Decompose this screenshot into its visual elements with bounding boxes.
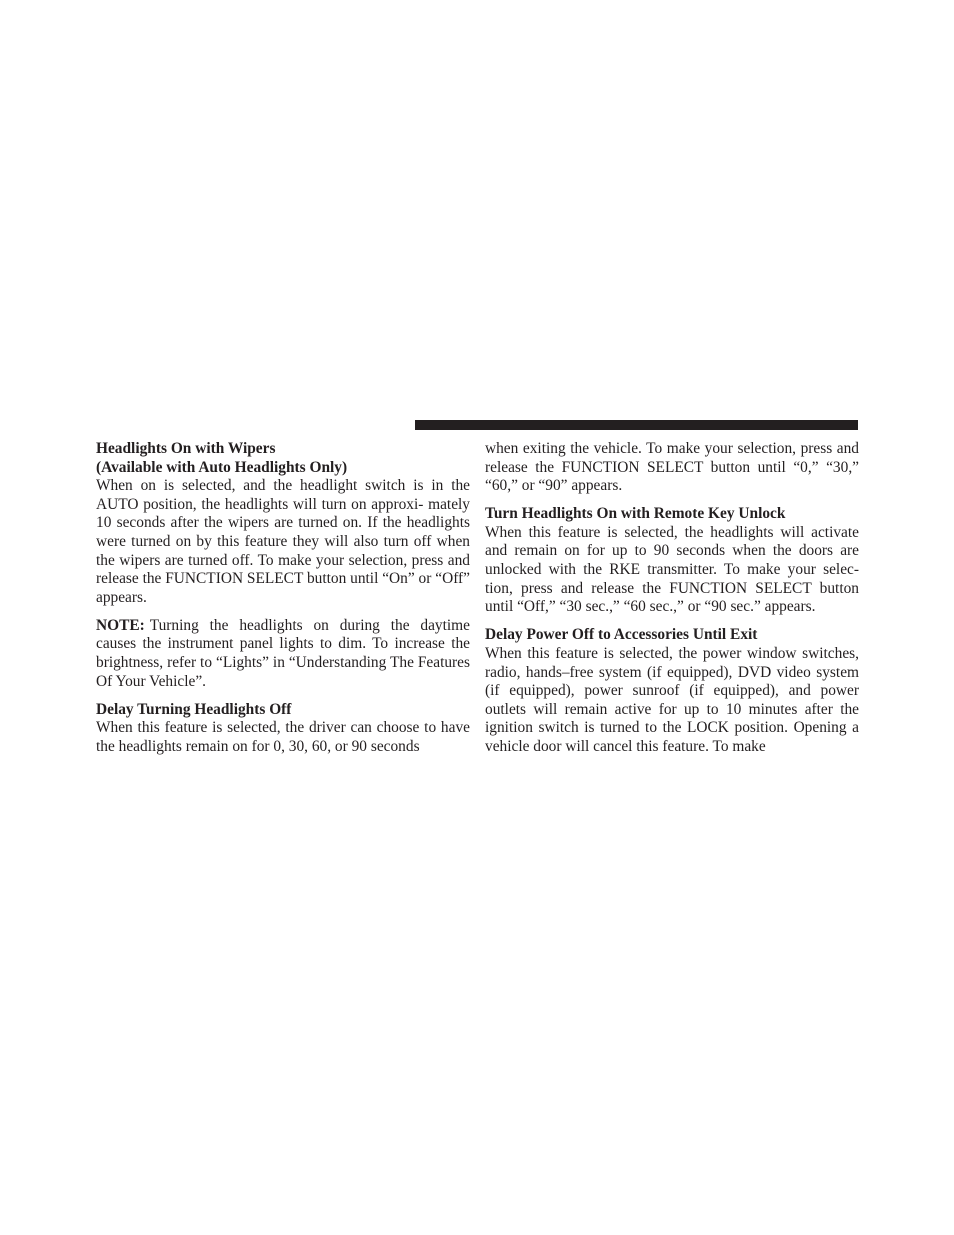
heading-turn-headlights-on-remote-key-unlock: Turn Headlights On with Remote Key Unlock [485, 505, 786, 523]
paragraph-headlights-on-with-wipers: When on is selected, and the headlight switch is in the AUTO position, the headlights will turn on approxi- mately 10 seconds after the wipers are turned on. If the headlights were turned on by this feature they will also turn off when the wipers are turned off. To make your selection, press and release the FUNCTION SELECT button until “On” or “Off” appears. [96, 477, 470, 606]
note-paragraph [96, 617, 470, 691]
heading-headlights-on-with-wipers: Headlights On with Wipers [96, 440, 276, 457]
note-label: NOTE: [96, 616, 145, 634]
heading-delay-turning-headlights-off: Delay Turning Headlights Off [96, 700, 292, 718]
paragraph-delay-turning-headlights-off: When this feature is selected, the driver can choose to have the headlights remain on for 0, 30, 60, or 90 seconds [96, 719, 470, 755]
right-column [485, 440, 859, 757]
subheading-auto-headlights-only: (Available with Auto Headlights Only) [96, 458, 348, 476]
left-column [96, 440, 470, 757]
note-text: Turning the headlights on during the daytime causes the instrument panel lights to dim. To increase the brightness, refer to “Lights” in “Understanding The Features Of Your Vehicle”. [96, 616, 470, 690]
paragraph-turn-headlights-on-remote-key-unlock: When this feature is selected, the headlights will activate and remain on for up to 90 seconds when the doors are unlocked with the RKE transmitter. To make your selec- tion, press and release the FUNCTION SELECT button until “Off,” “30 sec.,” “60 sec.,” or “90 sec.” appears. [485, 523, 859, 616]
section-header-bar [415, 420, 858, 430]
heading-delay-power-off-accessories: Delay Power Off to Accessories Until Exit [485, 626, 758, 644]
paragraph-delay-power-off-accessories: When this feature is selected, the power window switches, radio, hands–free system (if equipped), DVD video system (if equipped), power sunroof (if equipped), and power outlets will remain active for up to 10 minutes after the ignition switch is turned to the LOCK position. Opening a vehicle door will cancel this feature. To make [485, 644, 859, 755]
paragraph-continuation: when exiting the vehicle. To make your selection, press and release the FUNCTION SELECT button until “0,” “30,” “60,” or “90” appears. [485, 440, 859, 495]
